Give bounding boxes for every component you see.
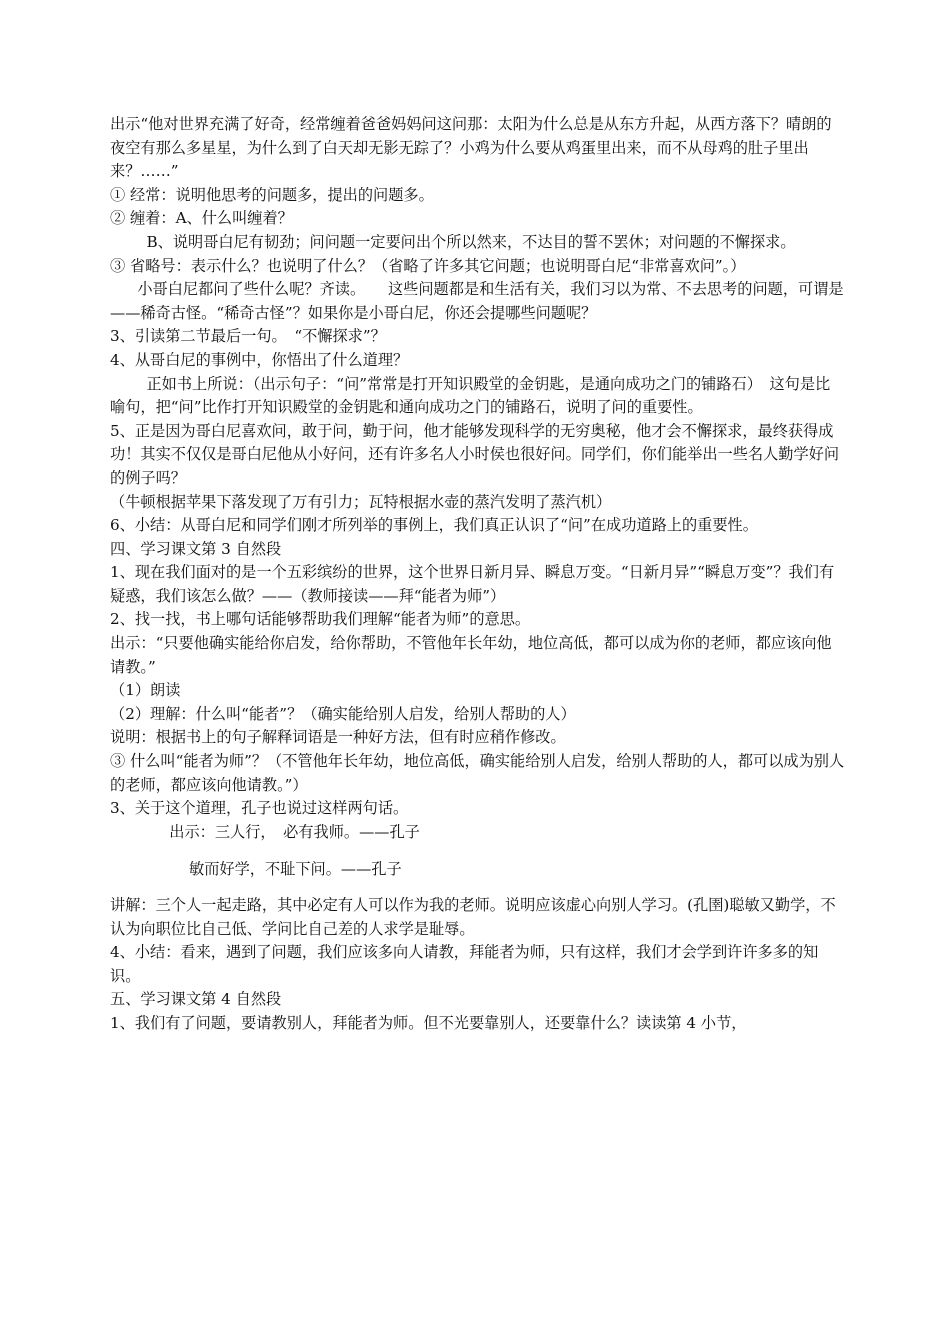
paragraph-quote-intro: 出示“他对世界充满了好奇，经常缠着爸爸妈妈问这问那：太阳为什么总是从东方升起，从西方落下？晴朗的夜空有那么多星星，为什么到了白天却无影无踪了？小鸡为什么要从鸡蛋里出来，而不从母鸡的肚子里出来？……” bbox=[110, 115, 832, 181]
paragraph-metaphor: 正如书上所说：（出示句子：“问”常常是打开知识殿堂的金钥匙，是通向成功之门的铺路石） 这句是比喻句，把“问”比作打开知识殿堂的金钥匙和通向成功之门的铺路石，说明了问的重要性。 bbox=[110, 374, 831, 417]
document-page bbox=[110, 113, 845, 1036]
paragraph-understand: （2）理解：什么叫“能者”？（确实能给别人启发，给别人帮助的人） bbox=[110, 704, 576, 723]
paragraph-s4-3: 3、关于这个道理，孔子也说过这样两句话。 bbox=[110, 799, 409, 818]
paragraph-step-5: 5、正是因为哥白尼喜欢问，敢于问，勤于问，他才能够发现科学的无穷奥秘，他才会不懈探求，最终获得成功！其实不仅仅是哥白尼他从小好问，还有许多名人小时侯也很好问。同学们，你们能举出一些名人勤学好问的例子吗？ bbox=[110, 421, 839, 487]
paragraph-s4-2: 2、找一找，书上哪句话能够帮助我们理解“能者为师”的意思。 bbox=[110, 610, 531, 629]
paragraph-s4-quote: 出示：“只要他确实能给你启发，给你帮助，不管他年长年幼，地位高低，都可以成为你的老师，都应该向他请教。” bbox=[110, 634, 832, 676]
paragraph-point-1: ① 经常：说明他思考的问题多，提出的问题多。 bbox=[110, 185, 434, 204]
paragraph-nengzhe: ③ 什么叫“能者为师”？（不管他年长年幼，地位高低，确实能给别人启发，给别人帮助的人，都可以成为别人的老师，都应该向他请教。”） bbox=[110, 752, 845, 794]
paragraph-point-3: ③ 省略号：表示什么？也说明了什么？（省略了许多其它问题；也说明哥白尼“非常喜欢问”。） bbox=[110, 256, 746, 275]
paragraph-lecture: 讲解：三个人一起走路，其中必定有人可以作为我的老师。说明应该虚心向别人学习。(孔圉)聪敏又勤学，不认为向职位比自己低、学问比自己差的人求学是耻辱。 bbox=[110, 896, 836, 938]
section-heading-5: 五、学习课文第 4 自然段 bbox=[110, 990, 282, 1009]
paragraph-point-2: ② 缠着：A、什么叫缠着？ bbox=[110, 209, 293, 228]
paragraph-step-3: 3、引读第二节最后一句。 “不懈探求”？ bbox=[110, 327, 386, 346]
paragraph-point-2b: B、说明哥白尼有韧劲；问问题一定要问出个所以然来，不达目的誓不罢休；对问题的不懈探求。 bbox=[146, 232, 796, 251]
quote-confucius-2: 敏而好学，不耻下问。——孔子 bbox=[189, 860, 402, 879]
paragraph-explain: 说明：根据书上的句子解释词语是一种好方法，但有时应稍作修改。 bbox=[110, 728, 566, 747]
paragraph-s4-1: 1、现在我们面对的是一个五彩缤纷的世界，这个世界日新月异、瞬息万变。“日新月异”“瞬息万变”？我们有疑惑，我们该怎么做？——（教师接读——拜“能者为师”） bbox=[110, 563, 835, 605]
paragraph-s5-1: 1、我们有了问题，要请教别人，拜能者为师。但不光要靠别人，还要靠什么？读读第 4 小节， bbox=[110, 1013, 747, 1032]
paragraph-questions: 小哥白尼都问了些什么呢？齐读。 这些问题都是和生活有关，我们习以为常、不去思考的问题，可谓是——稀奇古怪。“稀奇古怪”？如果你是小哥白尼，你还会提哪些问题呢？ bbox=[110, 280, 844, 322]
section-heading-4: 四、学习课文第 3 自然段 bbox=[110, 539, 282, 558]
paragraph-step-4: 4、从哥白尼的事例中，你悟出了什么道理？ bbox=[110, 350, 409, 369]
paragraph-step-6: 6、小结：从哥白尼和同学们刚才所列举的事例上，我们真正认识了“问”在成功道路上的重要性。 bbox=[110, 516, 758, 535]
paragraph-s4-summary: 4、小结：看来，遇到了问题，我们应该多向人请教，拜能者为师，只有这样，我们才会学到许许多多的知识。 bbox=[110, 943, 819, 985]
paragraph-read: （1）朗读 bbox=[110, 681, 181, 700]
quote-confucius-1: 出示：三人行， 必有我师。——孔子 bbox=[169, 822, 420, 841]
paragraph-examples: （牛顿根据苹果下落发现了万有引力；瓦特根据水壶的蒸汽发明了蒸汽机） bbox=[110, 492, 612, 511]
